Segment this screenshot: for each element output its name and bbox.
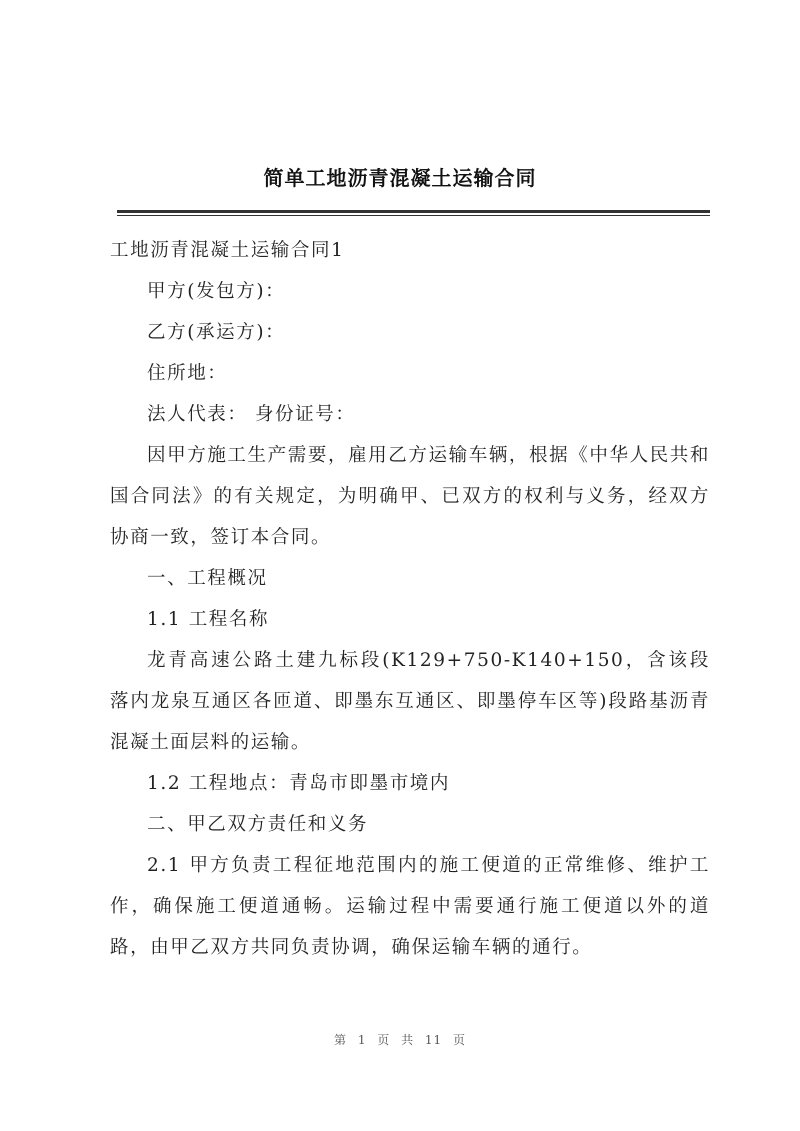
section-heading-duties: 二、甲乙双方责任和义务	[147, 814, 369, 835]
preamble-paragraph: 因甲方施工生产需要，雇用乙方运输车辆，根据《中华人民共和国合同法》的有关规定，为明确甲、已双方的权利与义务，经双方协商一致，签订本合同。	[110, 445, 710, 548]
clause-2-1-paragraph: 2.1 甲方负责工程征地范围内的施工便道的正常维修、维护工作，确保施工便道通畅。运输过程中需要通行施工便道以外的道路，由甲乙双方共同负责协调，确保运输车辆的通行。	[110, 855, 710, 958]
contract-heading: 工地沥青混凝土运输合同1	[110, 240, 345, 261]
legal-rep-line: 法人代表： 身份证号：	[147, 404, 356, 425]
project-name-paragraph: 龙青高速公路土建九标段(K129+750-K140+150，含该段落内龙泉互通区各匝道、即墨东互通区、即墨停车区等)段路基沥青混凝土面层料的运输。	[110, 650, 710, 753]
party-a-line: 甲方(发包方)：	[147, 281, 286, 302]
section-heading-overview: 一、工程概况	[147, 568, 268, 589]
title-rule-thick	[117, 210, 710, 213]
party-b-line: 乙方(承运方)：	[147, 322, 286, 343]
subsection-project-location: 1.2 工程地点：青岛市即墨市境内	[147, 773, 451, 794]
subsection-project-name: 1.1 工程名称	[147, 609, 270, 630]
title-rule-thin	[117, 215, 710, 216]
document-body	[110, 230, 710, 968]
address-line: 住所地：	[147, 363, 228, 384]
document-title: 简单工地沥青混凝土运输合同	[263, 166, 537, 190]
page-footer: 第 1 页 共 11 页	[334, 1033, 466, 1047]
